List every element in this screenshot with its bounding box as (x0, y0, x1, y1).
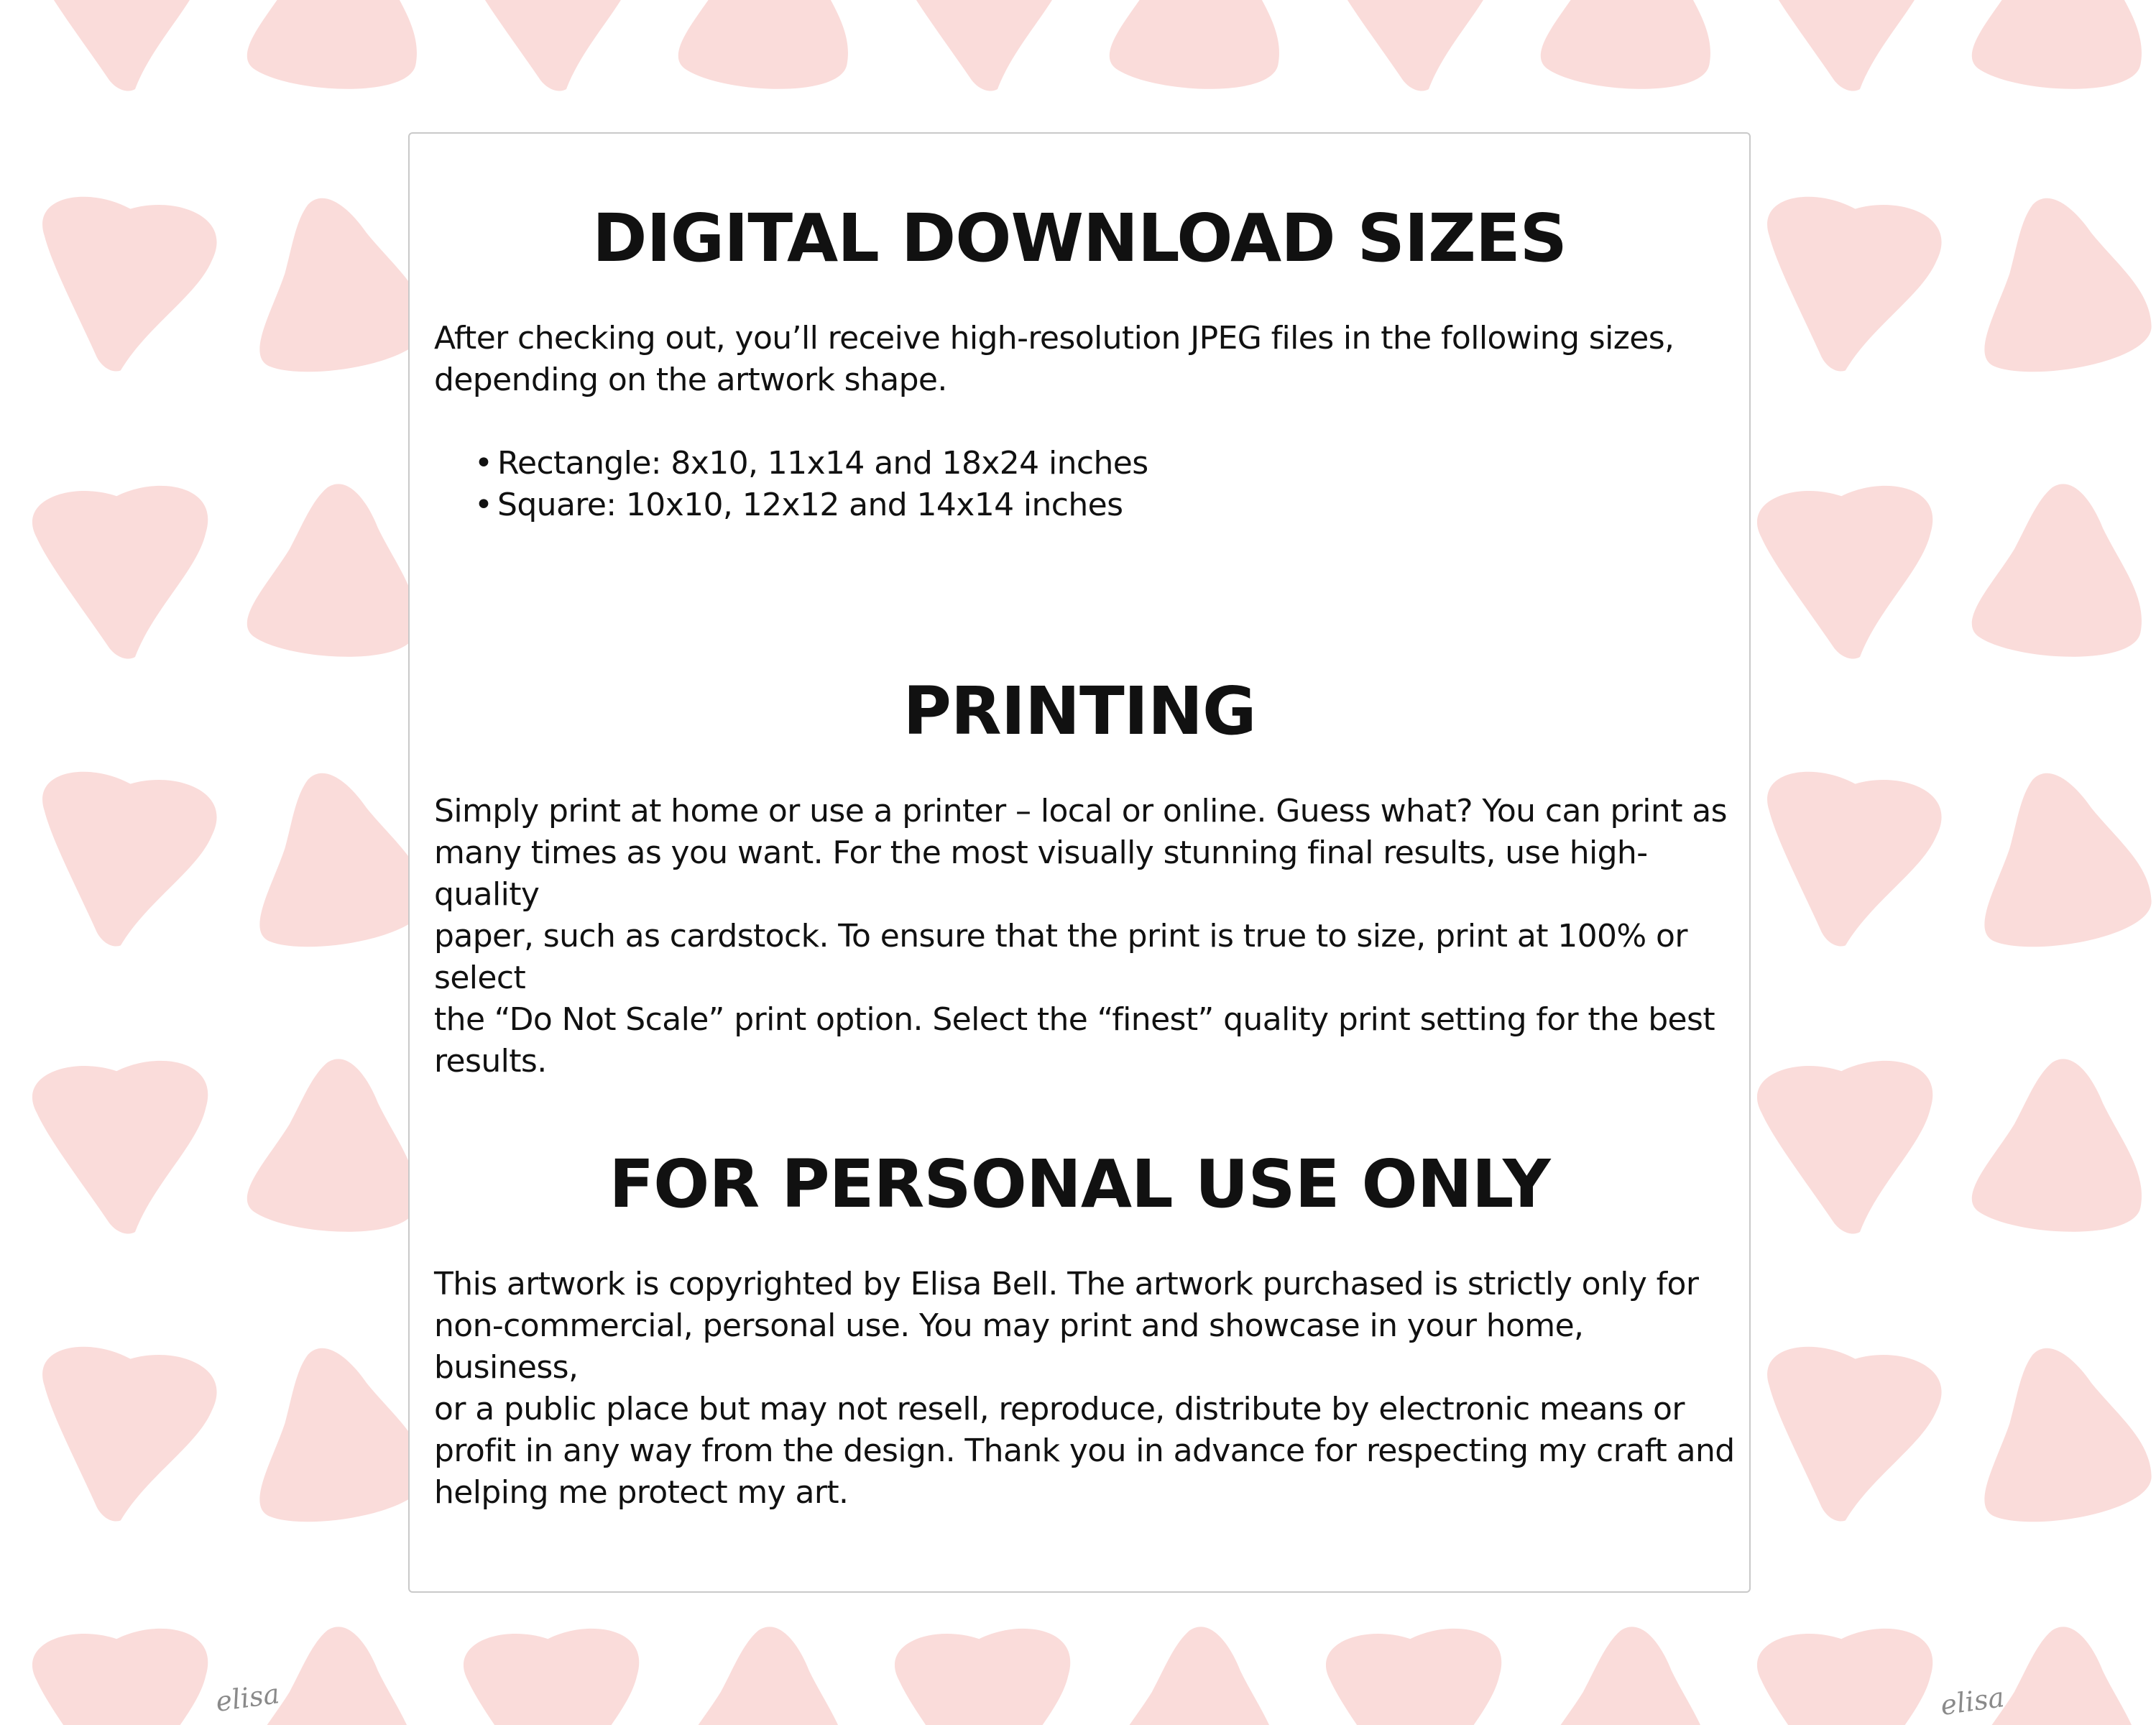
heart-blob-shape (1324, 0, 1511, 97)
heart-blob-shape (30, 1057, 217, 1240)
heart-blob-shape (1755, 1625, 1942, 1725)
heart-blob-shape (1965, 186, 2156, 380)
heart-blob-shape (1539, 0, 1722, 96)
heart-blob-shape (1107, 0, 1291, 96)
heart-blob-shape (893, 1625, 1079, 1725)
sizes-item-rectangle: Rectangle: 8x10, 11x14 and 18x24 inches (497, 445, 1148, 482)
heart-blob-shape (1970, 477, 2153, 664)
heart-blob-shape (30, 1625, 217, 1725)
heart-blob-shape (240, 761, 431, 955)
list-item (474, 484, 1148, 526)
heart-blob-shape (1755, 0, 1942, 97)
heart-blob-shape (1970, 1052, 2153, 1239)
sizes-list (474, 443, 1148, 526)
heart-blob-shape (461, 0, 648, 97)
heart-blob-shape (28, 193, 221, 381)
printing-line: many times as you want. For the most visually stunning final results, use high-quality (434, 834, 1648, 913)
personal-use-paragraph (434, 1264, 1735, 1514)
personal-use-line: or a public place but may not resell, reproduce, distribute by electronic means or (434, 1391, 1685, 1427)
download-intro-line: After checking out, you’ll receive high-resolution JPEG files in the following sizes, (434, 320, 1674, 356)
heart-blob-shape (676, 0, 860, 96)
heart-blob-shape (1965, 761, 2156, 955)
heart-blob-shape (1753, 768, 1945, 956)
heart-blob-shape (240, 1336, 431, 1530)
heart-blob-shape (1965, 1336, 2156, 1530)
heart-blob-shape (1107, 1620, 1291, 1725)
artist-signature: elisa (213, 1678, 282, 1718)
heart-blob-shape (28, 1343, 221, 1531)
heart-blob-shape (1753, 193, 1945, 381)
heart-blob-shape (245, 477, 428, 664)
heart-blob-shape (245, 0, 428, 96)
personal-use-heading: FOR PERSONAL USE ONLY (609, 1146, 1550, 1223)
download-sizes-heading: DIGITAL DOWNLOAD SIZES (592, 200, 1567, 277)
heart-blob-shape (1539, 1620, 1722, 1725)
heart-blob-shape (30, 482, 217, 665)
heart-blob-shape (240, 186, 431, 380)
heart-blob-shape (1753, 1343, 1945, 1531)
sizes-item-square: Square: 10x10, 12x12 and 14x14 inches (497, 487, 1123, 523)
heart-blob-shape (30, 0, 217, 97)
heart-blob-shape (245, 1052, 428, 1239)
artist-signature: elisa (1938, 1681, 2007, 1721)
printing-line: paper, such as cardstock. To ensure that the print is true to size, print at 100% or select (434, 918, 1687, 996)
list-item (474, 443, 1148, 484)
heart-blob-shape (893, 0, 1079, 97)
heart-blob-shape (1970, 0, 2153, 96)
download-intro (434, 318, 1735, 401)
heart-blob-shape (1755, 1057, 1942, 1240)
personal-use-line: non-commercial, personal use. You may print and showcase in your home, business, (434, 1307, 1584, 1386)
personal-use-line: profit in any way from the design. Thank you in advance for respecting my craft and (434, 1432, 1735, 1469)
heart-blob-shape (1755, 482, 1942, 665)
heart-blob-shape (676, 1620, 860, 1725)
heart-blob-shape (28, 768, 221, 956)
personal-use-line: This artwork is copyrighted by Elisa Bell. The artwork purchased is strictly only for (434, 1266, 1699, 1302)
heart-blob-shape (461, 1625, 648, 1725)
printing-paragraph (434, 791, 1735, 1082)
printing-heading: PRINTING (903, 673, 1256, 750)
printing-line: results. (434, 1043, 547, 1080)
download-intro-line: depending on the artwork shape. (434, 362, 947, 398)
personal-use-line: helping me protect my art. (434, 1474, 849, 1511)
printing-line: the “Do Not Scale” print option. Select the “finest” quality print setting for the best (434, 1001, 1715, 1038)
info-card (408, 132, 1751, 1593)
printing-line: Simply print at home or use a printer – local or online. Guess what? You can print as (434, 793, 1727, 829)
heart-blob-shape (1324, 1625, 1511, 1725)
